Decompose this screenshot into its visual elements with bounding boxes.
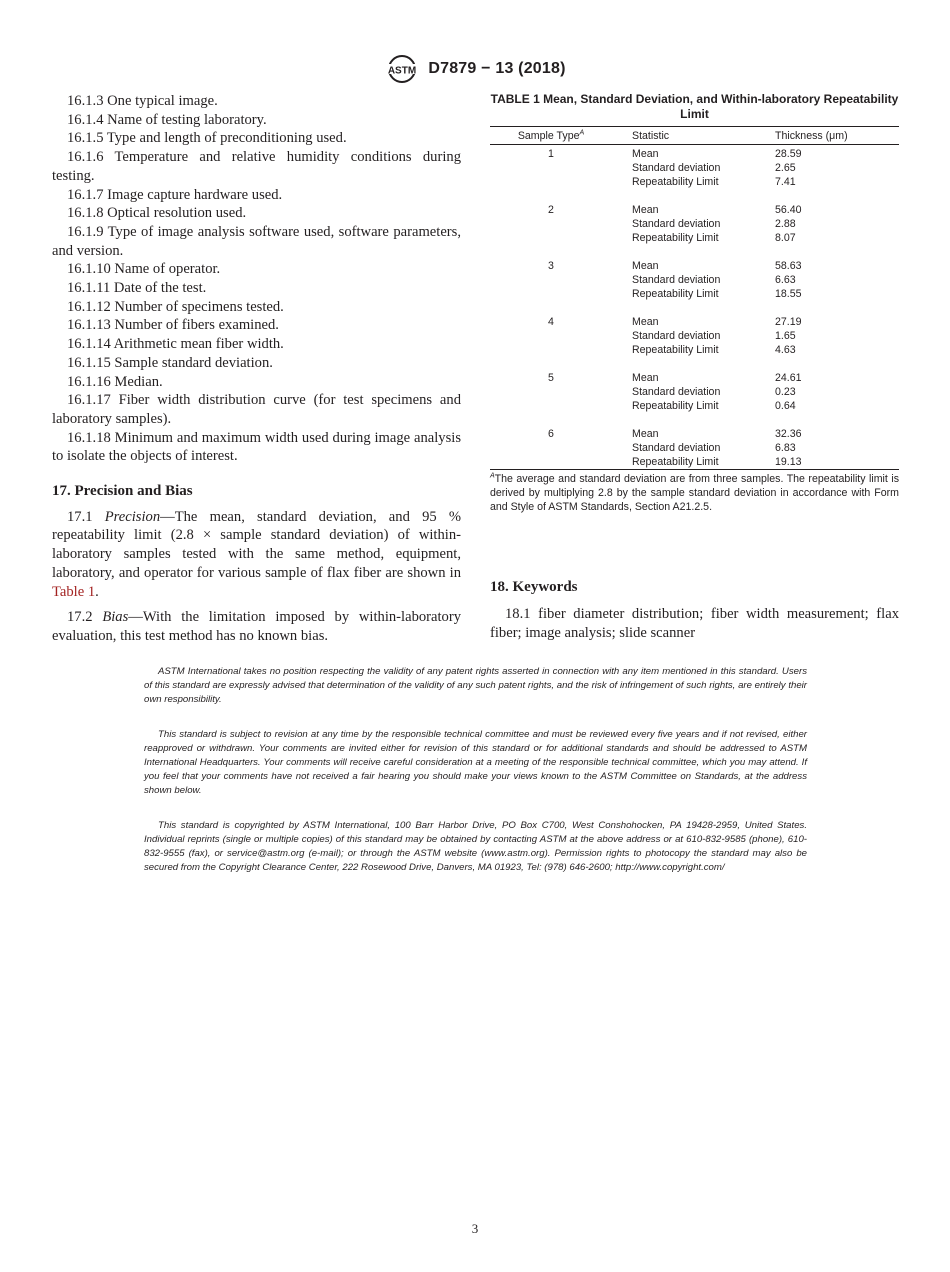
cell-thickness: 4.63: [775, 344, 796, 356]
cell-sample-type: [490, 273, 612, 287]
cell-thickness: 56.40: [775, 204, 802, 216]
list-item: 16.1.8 Optical resolution used.: [67, 205, 247, 222]
spacer-cell: [490, 301, 899, 315]
table-row: [490, 371, 899, 385]
cell-thickness: 6.83: [775, 442, 796, 454]
table-1-caption: TABLE 1 Mean, Standard Deviation, and Within-laboratory Repeatability Limit: [490, 92, 899, 121]
right-column: [490, 92, 899, 641]
cell-thickness: 19.13: [775, 456, 802, 468]
spacer-cell: [490, 413, 899, 427]
cell-sample-type: 3: [548, 260, 554, 272]
list-item: 16.1.9 Type of image analysis software used, software parameters, and version.: [52, 223, 461, 259]
table-1-footnote: $^A$The average and standard deviation are from three samples. The repeatability limit is derived by multiplying 2.8 by the sample standard deviation in accordance with Form and Style of ASTM Standards, Section A21.2.5.: [490, 472, 899, 513]
cell-sample-type: [490, 329, 612, 343]
column-header-statistic: Statistic: [612, 127, 755, 145]
cell-sample-type: [490, 161, 612, 175]
list-item: 16.1.14 Arithmetic mean fiber width.: [67, 336, 284, 353]
section-18-heading: 18. Keywords: [490, 579, 578, 595]
cell-statistic: Mean: [632, 316, 659, 328]
cell-statistic: Repeatability Limit: [632, 232, 719, 244]
paragraph-text: —With the limitation imposed by within-laboratory evaluation, this test method has no known bias.: [52, 609, 462, 644]
list-item: 16.1.7 Image capture hardware used.: [67, 186, 283, 203]
cell-statistic: Standard deviation: [632, 330, 721, 342]
column-header-thickness: Thickness (μm): [755, 127, 899, 145]
table-row: [490, 273, 899, 287]
list-item: 16.1.3 One typical image.: [67, 93, 218, 109]
footnote-marker: A: [579, 129, 585, 137]
cell-sample-type: [490, 175, 612, 189]
cell-sample-type: [490, 455, 612, 470]
keywords-paragraph: 18.1 fiber diameter distribution; fiber width measurement; flax fiber; image analysis; slide scanner: [490, 606, 899, 641]
cell-thickness: 27.19: [775, 316, 802, 328]
table-spacer-row: [490, 189, 899, 203]
page-header: [0, 54, 950, 84]
copyright-notice: This standard is copyrighted by ASTM International, 100 Barr Harbor Drive, PO Box C700, West Conshohocken, PA 19428-2959, United States. Individual reprints (single or multiple copies) of this standard may be obtained by contacting ASTM at the above address or at 610-832-9585 (phone), 610-832-9555 (fax), or service@astm.org (e-mail); or through the ASTM website (www.astm.org). Permission rights to photocopy the standard may also be secured from the Copyright Clearance Center, 222 Rosewood Drive, Danvers, MA 01923, Tel: (978) 646-2600; http://www.copyright.com/: [144, 820, 807, 873]
cell-thickness: 58.63: [775, 260, 802, 272]
table-spacer-row: [490, 245, 899, 259]
patent-notice: ASTM International takes no position respecting the validity of any patent rights asserted in connection with any item mentioned in this standard. Users of this standard are expressly advised that determination of the validity of any such patent rights, and the risk of infringement of such rights, are entirely their own responsibility.: [144, 666, 807, 705]
paragraph-end: .: [95, 583, 99, 600]
table-row: [490, 259, 899, 273]
spacer-cell: [490, 357, 899, 371]
cell-statistic: Mean: [632, 428, 659, 440]
table-row: [490, 455, 899, 470]
report-items-list: [52, 92, 461, 466]
table-1: [490, 126, 899, 470]
cell-statistic: Repeatability Limit: [632, 456, 719, 468]
section-17-heading: 17. Precision and Bias: [52, 483, 193, 500]
cell-thickness: 28.59: [775, 148, 802, 160]
cell-sample-type: 5: [548, 372, 554, 384]
table-row: [490, 441, 899, 455]
list-item: 16.1.17 Fiber width distribution curve (for test specimens and laboratory samples).: [52, 392, 461, 427]
table-row: [490, 399, 899, 413]
cell-sample-type: [490, 399, 612, 413]
term-bias: Bias: [102, 609, 129, 626]
paragraph-17-1: [52, 508, 461, 602]
list-item: 16.1.12 Number of specimens tested.: [67, 298, 284, 315]
table-spacer-row: [490, 357, 899, 371]
table-spacer-row: [490, 413, 899, 427]
cell-thickness: 18.55: [775, 288, 802, 300]
left-column: [52, 92, 461, 653]
table-spacer-row: [490, 301, 899, 315]
list-item: 16.1.6 Temperature and relative humidity conditions during testing.: [52, 149, 461, 184]
astm-logo-text: ASTM: [388, 65, 417, 77]
table-row: [490, 427, 899, 441]
revision-notice: This standard is subject to revision at any time by the responsible technical committee and must be reviewed every five years and if not revised, either reapproved or withdrawn. Your comments are invited either for revision of this standard or for additional standards and should be addressed to ASTM International Headquarters. Your comments will receive careful consideration at a meeting of the responsible technical committee, which you may attend. If you feel that your comments have not received a fair hearing you should make your views known to the ASTM Committee on Standards, at the address shown below.: [144, 729, 807, 796]
list-item: 16.1.4 Name of testing laboratory.: [67, 111, 267, 128]
list-item: 16.1.15 Sample standard deviation.: [67, 354, 273, 371]
cell-sample-type: 2: [548, 204, 554, 216]
cell-thickness: 0.23: [775, 386, 796, 398]
cell-sample-type: 4: [548, 316, 554, 328]
table-row: [490, 203, 899, 217]
spacer-cell: [490, 189, 899, 203]
cell-sample-type: [490, 441, 612, 455]
legal-notices: [144, 665, 807, 897]
cell-thickness: 2.88: [775, 218, 796, 230]
table-row: [490, 231, 899, 245]
spacer-cell: [490, 245, 899, 259]
table-row: [490, 217, 899, 231]
cell-statistic: Repeatability Limit: [632, 400, 719, 412]
table-row: [490, 145, 899, 162]
table-row: [490, 343, 899, 357]
list-item: 16.1.16 Median.: [67, 373, 163, 390]
table-body: [490, 145, 899, 470]
cell-sample-type: [490, 217, 612, 231]
cell-thickness: 32.36: [775, 428, 802, 440]
cell-statistic: Standard deviation: [632, 386, 721, 398]
table-row: [490, 175, 899, 189]
table-row: [490, 161, 899, 175]
paragraph-number: 17.2: [67, 609, 103, 626]
cell-thickness: 0.64: [775, 400, 796, 412]
cell-statistic: Standard deviation: [632, 442, 721, 454]
cell-thickness: 2.65: [775, 162, 796, 174]
cell-sample-type: [490, 287, 612, 301]
table-row: [490, 287, 899, 301]
cell-statistic: Mean: [632, 204, 659, 216]
cell-thickness: 24.61: [775, 372, 802, 384]
cell-sample-type: [490, 231, 612, 245]
cell-thickness: 7.41: [775, 176, 796, 188]
footnote-marker: A: [490, 472, 495, 480]
cell-statistic: Standard deviation: [632, 162, 721, 174]
paragraph-17-2: [52, 608, 461, 645]
list-item: 16.1.11 Date of the test.: [67, 280, 207, 297]
column-header-sample-type: Sample Type$^A$: [490, 127, 612, 145]
cell-thickness: 6.63: [775, 274, 796, 286]
cell-sample-type: 6: [548, 428, 554, 440]
paragraph-text: —The mean, standard deviation, and 95 % repeatability limit (2.8 × sample standard deviation) of within-laboratory samples tested with the same method, equipment, laboratory, and operator for various sample of flax fiber are shown in: [52, 508, 462, 581]
cell-sample-type: 1: [548, 148, 554, 160]
cell-thickness: 1.65: [775, 330, 796, 342]
list-item: 16.1.13 Number of fibers examined.: [67, 317, 279, 334]
list-item: 16.1.10 Name of operator.: [67, 261, 221, 278]
cell-statistic: Mean: [632, 260, 659, 272]
astm-logo-icon: [384, 54, 420, 84]
page-number: 3: [471, 1221, 479, 1236]
cell-statistic: Mean: [632, 148, 659, 160]
table-header-row: [490, 127, 899, 145]
list-item: 16.1.5 Type and length of preconditioning used.: [67, 130, 347, 147]
cell-sample-type: [490, 343, 612, 357]
document-designation: D7879 − 13 (2018): [428, 60, 566, 77]
table-row: [490, 329, 899, 343]
table-row: [490, 385, 899, 399]
cell-statistic: Repeatability Limit: [632, 344, 719, 356]
table-row: [490, 315, 899, 329]
term-precision: Precision: [104, 508, 161, 525]
cell-sample-type: [490, 385, 612, 399]
cell-statistic: Repeatability Limit: [632, 176, 719, 188]
cell-statistic: Mean: [632, 372, 659, 384]
cell-statistic: Standard deviation: [632, 274, 721, 286]
cell-thickness: 8.07: [775, 232, 796, 244]
cell-statistic: Standard deviation: [632, 218, 721, 230]
cell-statistic: Repeatability Limit: [632, 288, 719, 300]
paragraph-number: 17.1: [67, 508, 105, 525]
table-1-link[interactable]: Table 1: [52, 583, 96, 600]
list-item: 16.1.18 Minimum and maximum width used during image analysis to isolate the objects of interest.: [52, 429, 461, 465]
